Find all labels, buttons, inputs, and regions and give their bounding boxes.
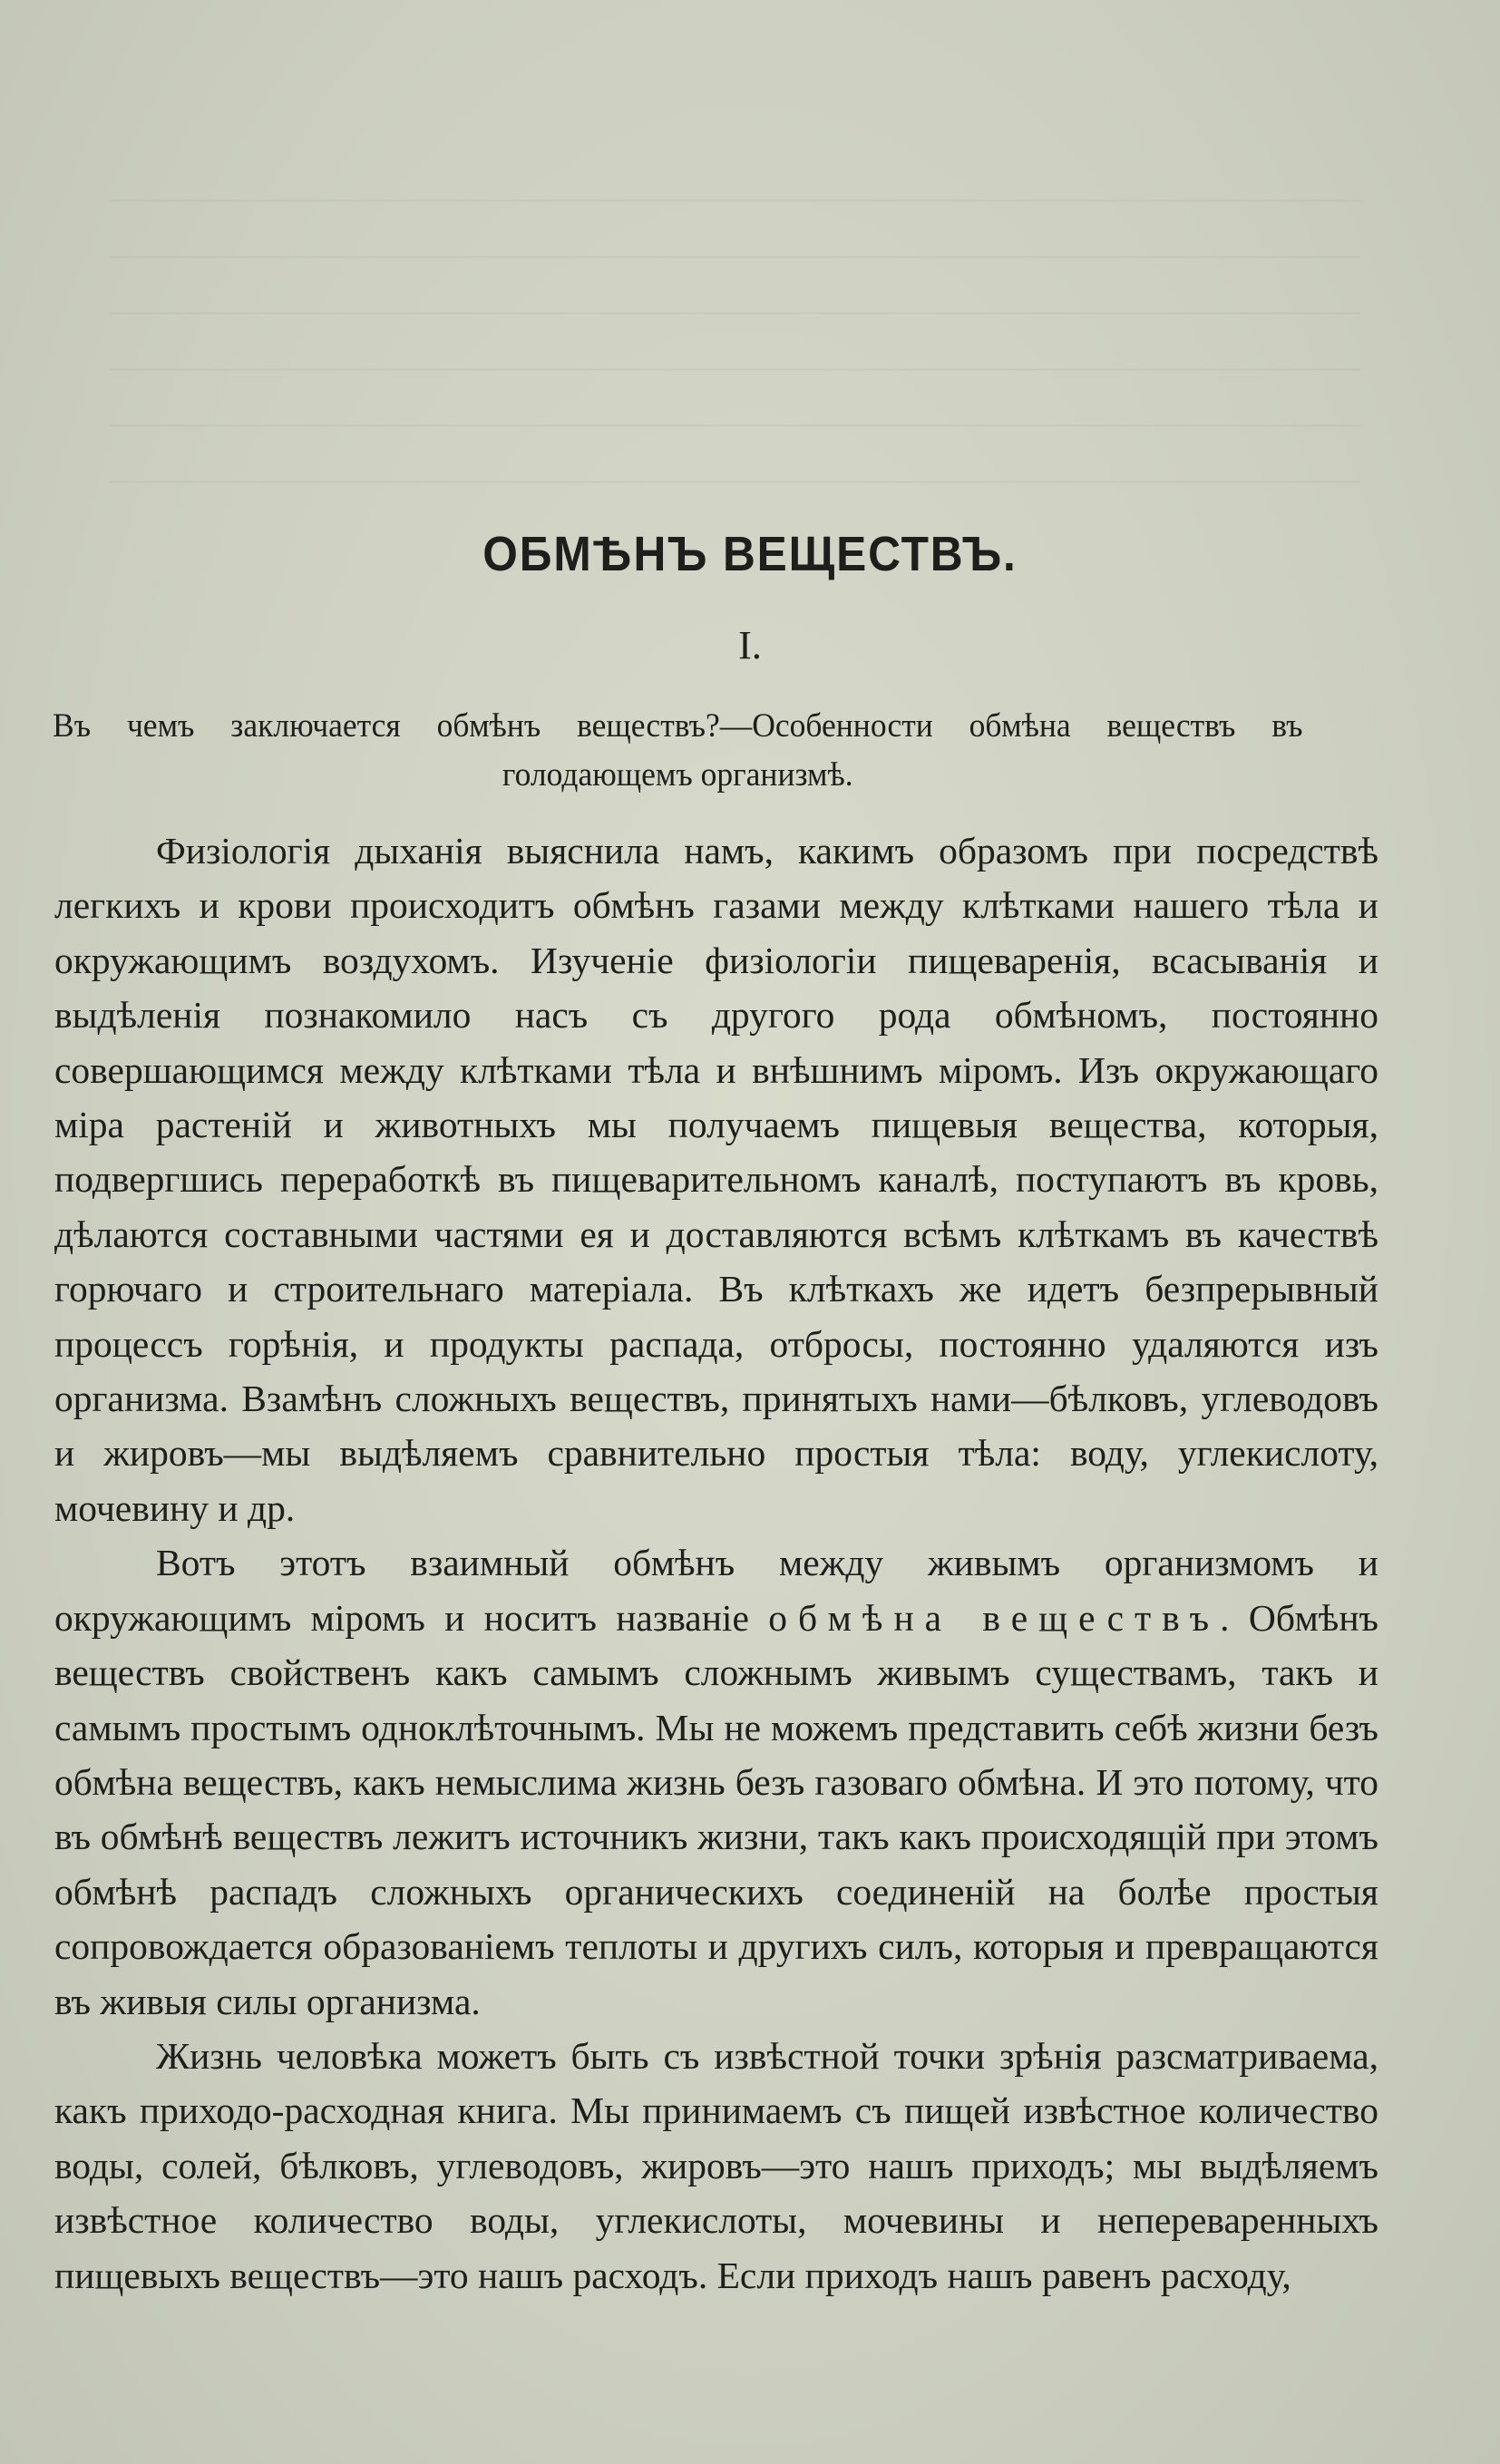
paragraph-3: Жизнь человѣка можетъ быть съ извѣстной точки зрѣнія разсматриваема, какъ приходо-расходная книга. Мы принимаемъ съ пищей извѣстное количество воды, солей, бѣлковъ, углеводовъ, жировъ—это нашъ приходъ; мы выдѣляемъ извѣстное количество воды, углекислоты, мочевины и непереваренныхъ пищевыхъ веществъ—это нашъ расходъ. Если приходъ нашъ равенъ расходу,: [54, 2034, 1378, 2296]
chapter-subtitle: Въ чемъ заключается обмѣнъ веществъ?—Особенности обмѣна веществъ въ голодающемъ организмѣ.: [53, 707, 1303, 794]
paragraph-2-start: Вотъ этотъ взаимный обмѣнъ между живымъ организмомъ и окружающимъ міромъ и носитъ названіе: [54, 1542, 1378, 1639]
show-through-text: [109, 172, 1360, 499]
body-text: [54, 823, 1378, 2303]
chapter-number: I.: [738, 623, 762, 667]
page-title: ОБМѢНЪ ВЕЩЕСТВЪ.: [482, 527, 1018, 581]
paragraph-1: Физіологія дыханія выяснила намъ, какимъ образомъ при посредствѣ легкихъ и крови происходитъ обмѣнъ газами между клѣтками нашего тѣла и окружающимъ воздухомъ. Изученіе физіологіи пищеваренія, всасыванія и выдѣленія познакомило насъ съ другого рода обмѣномъ, постоянно совершающимся между клѣтками тѣла и внѣшнимъ міромъ. Изъ окружающаго міра растеній и животныхъ мы получаемъ пищевыя вещества, которыя, подвергшись переработкѣ въ пищеварительномъ каналѣ, поступаютъ въ кровь, дѣлаются составными частями ея и доставляются всѣмъ клѣткамъ въ качествѣ горючаго и строительнаго матеріала. Въ клѣткахъ же идетъ безпрерывный процессъ горѣнія, и продукты распада, отбросы, постоянно удаляются изъ организма. Взамѣнъ сложныхъ веществъ, принятыхъ нами—бѣлковъ, углеводовъ и жировъ—мы выдѣляемъ сравнительно простыя тѣла: воду, углекислоту, мочевину и др.: [54, 830, 1378, 1529]
paragraph-2: [54, 1535, 1378, 2029]
emphasized-term: обмѣна веществъ: [768, 1596, 1221, 1639]
paragraph-2-end: . Обмѣнъ веществъ свойственъ какъ самымъ сложнымъ живымъ существамъ, такъ и самымъ простымъ одноклѣточнымъ. Мы не можемъ представить себѣ жизни безъ обмѣна веществъ, какъ немыслима жизнь безъ газоваго обмѣна. И это потому, что въ обмѣнѣ веществъ лежитъ источникъ жизни, такъ какъ происходящій при этомъ обмѣнѣ распадъ сложныхъ органическихъ соединеній на болѣе простыя сопровождается образованіемъ теплоты и другихъ силъ, которыя и превращаются въ живыя силы организма.: [54, 1596, 1378, 2022]
